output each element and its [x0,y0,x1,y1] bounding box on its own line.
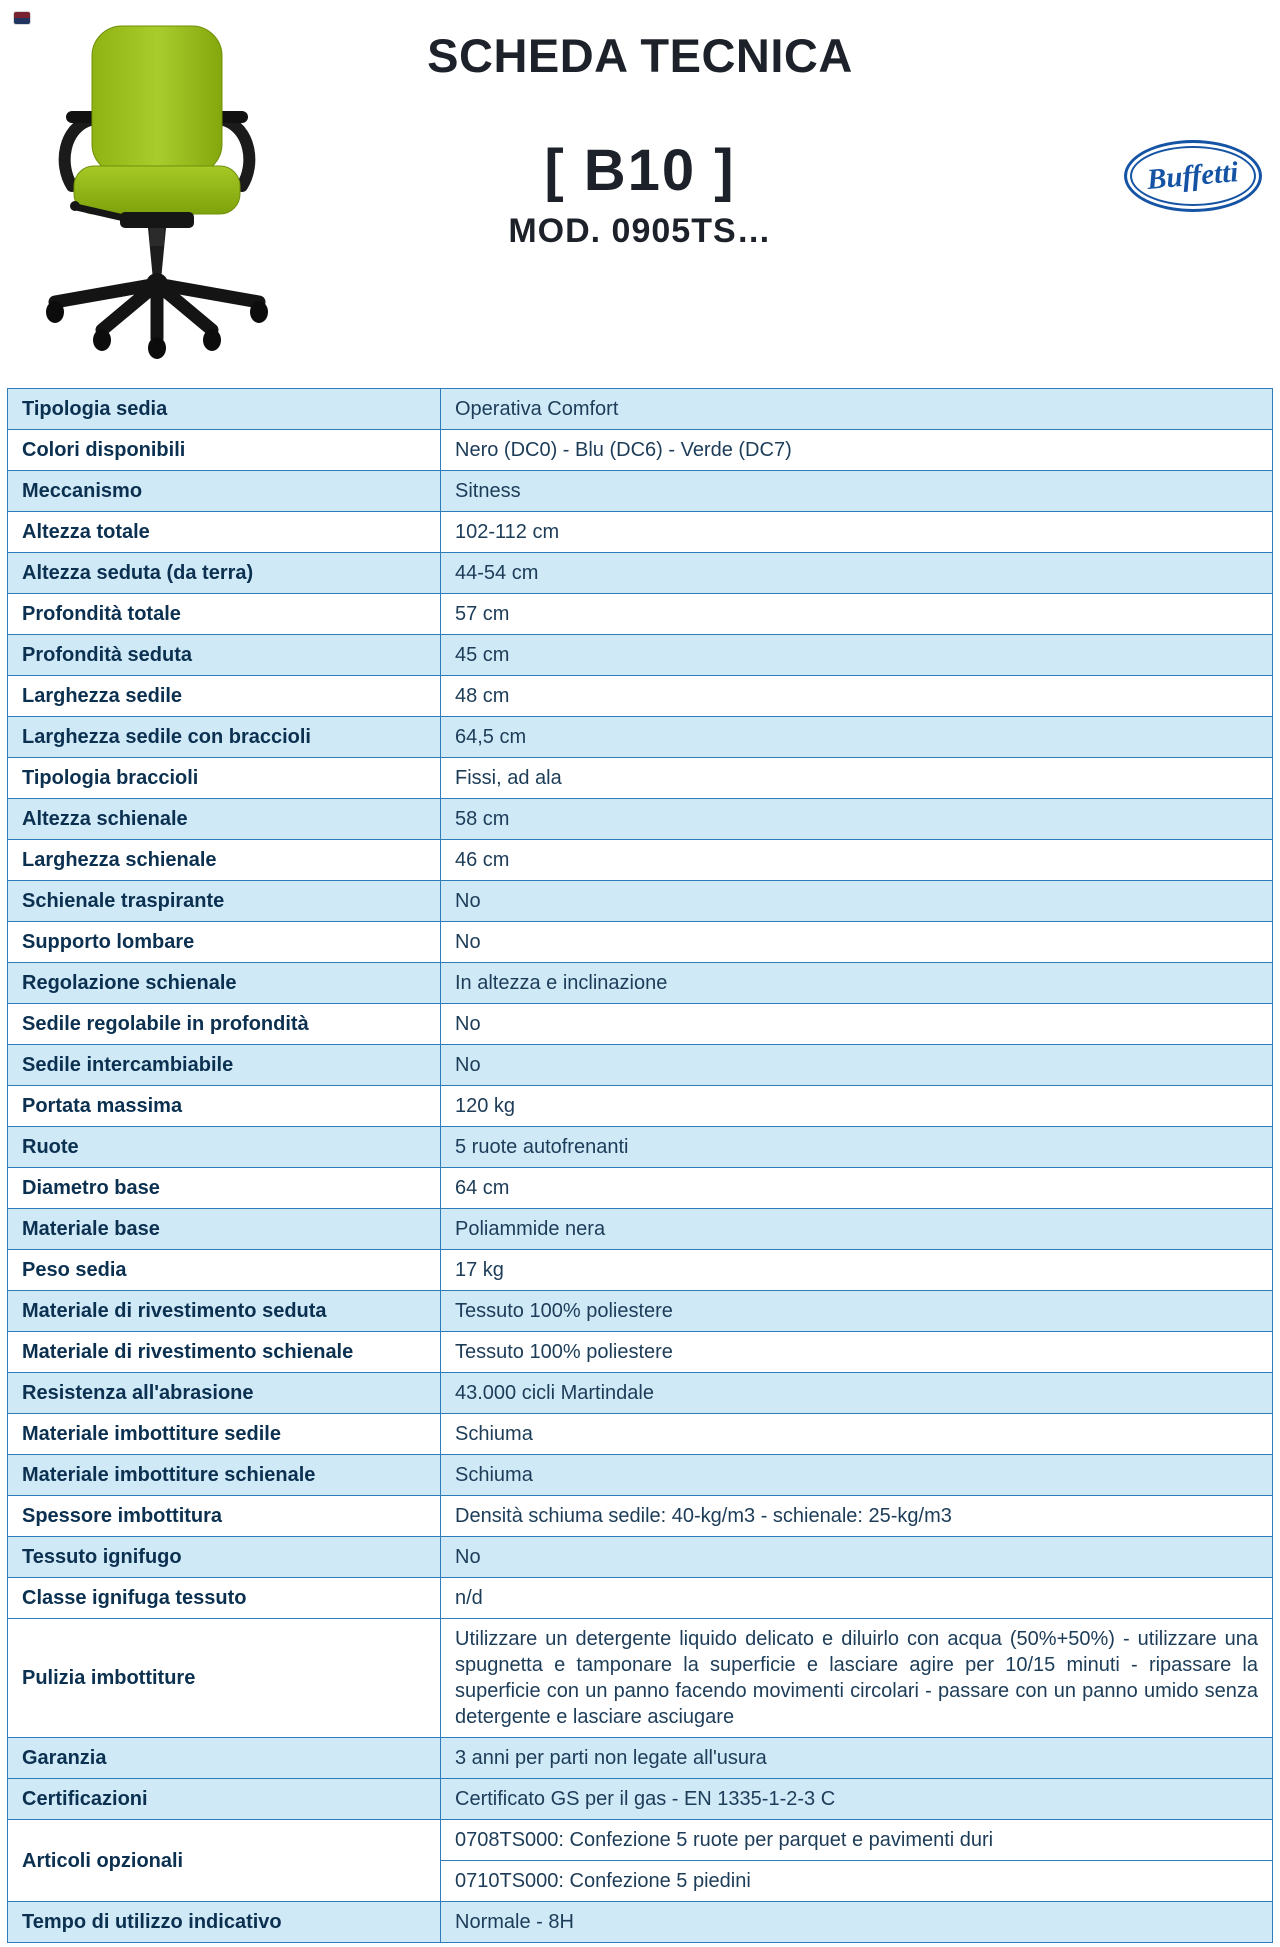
spec-value: 120 kg [455,1095,516,1117]
spec-value [441,1820,1272,1901]
spec-row [8,1779,1272,1820]
spec-label: Altezza totale [8,512,441,552]
spec-row [8,881,1272,922]
page-title: SCHEDA TECNICA [427,29,853,82]
title-block [0,28,1280,251]
spec-row [8,1250,1272,1291]
spec-row [8,1414,1272,1455]
spec-value: Tessuto 100% poliestere [455,1341,673,1363]
spec-value-line: 0708TS000: Confezione 5 ruote per parquet e pavimenti duri [455,1829,994,1851]
spec-row [8,799,1272,840]
spec-row [8,676,1272,717]
spec-value: Schiuma [455,1464,533,1486]
spec-label: Colori disponibili [8,430,441,470]
spec-label: Larghezza schienale [8,840,441,880]
spec-value: No [455,931,481,953]
spec-label: Spessore imbottitura [8,1496,441,1536]
spec-label: Tipologia braccioli [8,758,441,798]
spec-label: Materiale di rivestimento seduta [8,1291,441,1331]
spec-value: Normale - 8H [455,1911,574,1933]
spec-row [8,430,1272,471]
spec-label: Sedile regolabile in profondità [8,1004,441,1044]
spec-label: Schienale traspirante [8,881,441,921]
buffetti-logo [1124,140,1262,212]
spec-value: n/d [455,1587,483,1609]
spec-value: No [455,1013,481,1035]
spec-value: 44-54 cm [455,562,539,584]
spec-label: Sedile intercambiabile [8,1045,441,1085]
spec-value: 17 kg [455,1259,504,1281]
spec-label: Materiale di rivestimento schienale [8,1332,441,1372]
spec-row [8,1455,1272,1496]
spec-row [8,840,1272,881]
spec-label: Ruote [8,1127,441,1167]
spec-label: Certificazioni [8,1779,441,1819]
spec-value: In altezza e inclinazione [455,972,668,994]
spec-label: Tessuto ignifugo [8,1537,441,1577]
spec-row [8,389,1272,430]
spec-label: Garanzia [8,1738,441,1778]
spec-value: 5 ruote autofrenanti [455,1136,629,1158]
spec-label: Materiale imbottiture sedile [8,1414,441,1454]
spec-value: Fissi, ad ala [455,767,562,789]
spec-row [8,1004,1272,1045]
spec-label: Meccanismo [8,471,441,511]
spec-value: 43.000 cicli Martindale [455,1382,654,1404]
model-variant: MOD. 0905TS… [508,212,772,250]
spec-value: Sitness [455,480,521,502]
spec-value: 64 cm [455,1177,510,1199]
spec-value: Schiuma [455,1423,533,1445]
spec-value: Nero (DC0) - Blu (DC6) - Verde (DC7) [455,439,792,461]
spec-row [8,1902,1272,1942]
spec-label: Resistenza all'abrasione [8,1373,441,1413]
spec-value: 102-112 cm [455,521,560,543]
spec-row [8,635,1272,676]
spec-row [8,1045,1272,1086]
spec-label: Profondità seduta [8,635,441,675]
spec-label: Supporto lombare [8,922,441,962]
spec-label: Materiale base [8,1209,441,1249]
brand-name: Buffetti [1146,155,1240,196]
spec-label: Classe ignifuga tessuto [8,1578,441,1618]
spec-label: Peso sedia [8,1250,441,1290]
spec-label: Tempo di utilizzo indicativo [8,1902,441,1942]
spec-row [8,1209,1272,1250]
spec-value: Densità schiuma sedile: 40-kg/m3 - schienale: 25-kg/m3 [455,1505,952,1527]
spec-value: No [455,1546,481,1568]
spec-value: 64,5 cm [455,726,527,748]
spec-table [7,388,1273,1943]
spec-label: Tipologia sedia [8,389,441,429]
spec-label: Pulizia imbottiture [8,1619,441,1737]
spec-row [8,1168,1272,1209]
spec-label: Materiale imbottiture schienale [8,1455,441,1495]
spec-row [8,1373,1272,1414]
spec-value: 58 cm [455,808,510,830]
spec-row [8,553,1272,594]
spec-row [8,1578,1272,1619]
spec-value: 57 cm [455,603,510,625]
spec-value: Utilizzare un detergente liquido delicato e diluirlo con acqua (50%+50%) - utilizzare una spugnetta e tamponare la superficie e lasciare agire per 10/15 minuti - ripassare la superficie con un panno facendo movimenti circolari - passare con un panno umido senza detergente e lasciare asciugare [455,1628,1258,1728]
spec-row [8,1537,1272,1578]
spec-label: Larghezza sedile [8,676,441,716]
spec-value: 48 cm [455,685,510,707]
spec-value: Operativa Comfort [455,398,619,420]
spec-label: Portata massima [8,1086,441,1126]
spec-row [8,922,1272,963]
spec-label: Profondità totale [8,594,441,634]
spec-row [8,1619,1272,1738]
spec-label: Larghezza sedile con braccioli [8,717,441,757]
spec-value-line: 0710TS000: Confezione 5 piedini [441,1860,1272,1901]
spec-value: No [455,1054,481,1076]
spec-row [8,1820,1272,1902]
spec-value: 3 anni per parti non legate all'usura [455,1747,767,1769]
spec-value: 46 cm [455,849,510,871]
model-code: [ B10 ] [544,138,736,203]
spec-row [8,1086,1272,1127]
spec-row [8,1496,1272,1537]
spec-value: No [455,890,481,912]
spec-row [8,1127,1272,1168]
spec-row [8,1291,1272,1332]
spec-row [8,1332,1272,1373]
spec-label: Altezza seduta (da terra) [8,553,441,593]
spec-value: Poliammide nera [455,1218,606,1240]
spec-row [8,963,1272,1004]
spec-row [8,717,1272,758]
spec-label: Diametro base [8,1168,441,1208]
spec-value: 45 cm [455,644,510,666]
spec-row [8,758,1272,799]
spec-row [8,1738,1272,1779]
spec-row [8,471,1272,512]
spec-value: Tessuto 100% poliestere [455,1300,673,1322]
spec-row [8,594,1272,635]
spec-row [8,512,1272,553]
spec-label: Articoli opzionali [8,1820,441,1901]
spec-value: Certificato GS per il gas - EN 1335-1-2-3 C [455,1788,836,1810]
datasheet-header [0,0,1280,388]
spec-label: Altezza schienale [8,799,441,839]
spec-label: Regolazione schienale [8,963,441,1003]
